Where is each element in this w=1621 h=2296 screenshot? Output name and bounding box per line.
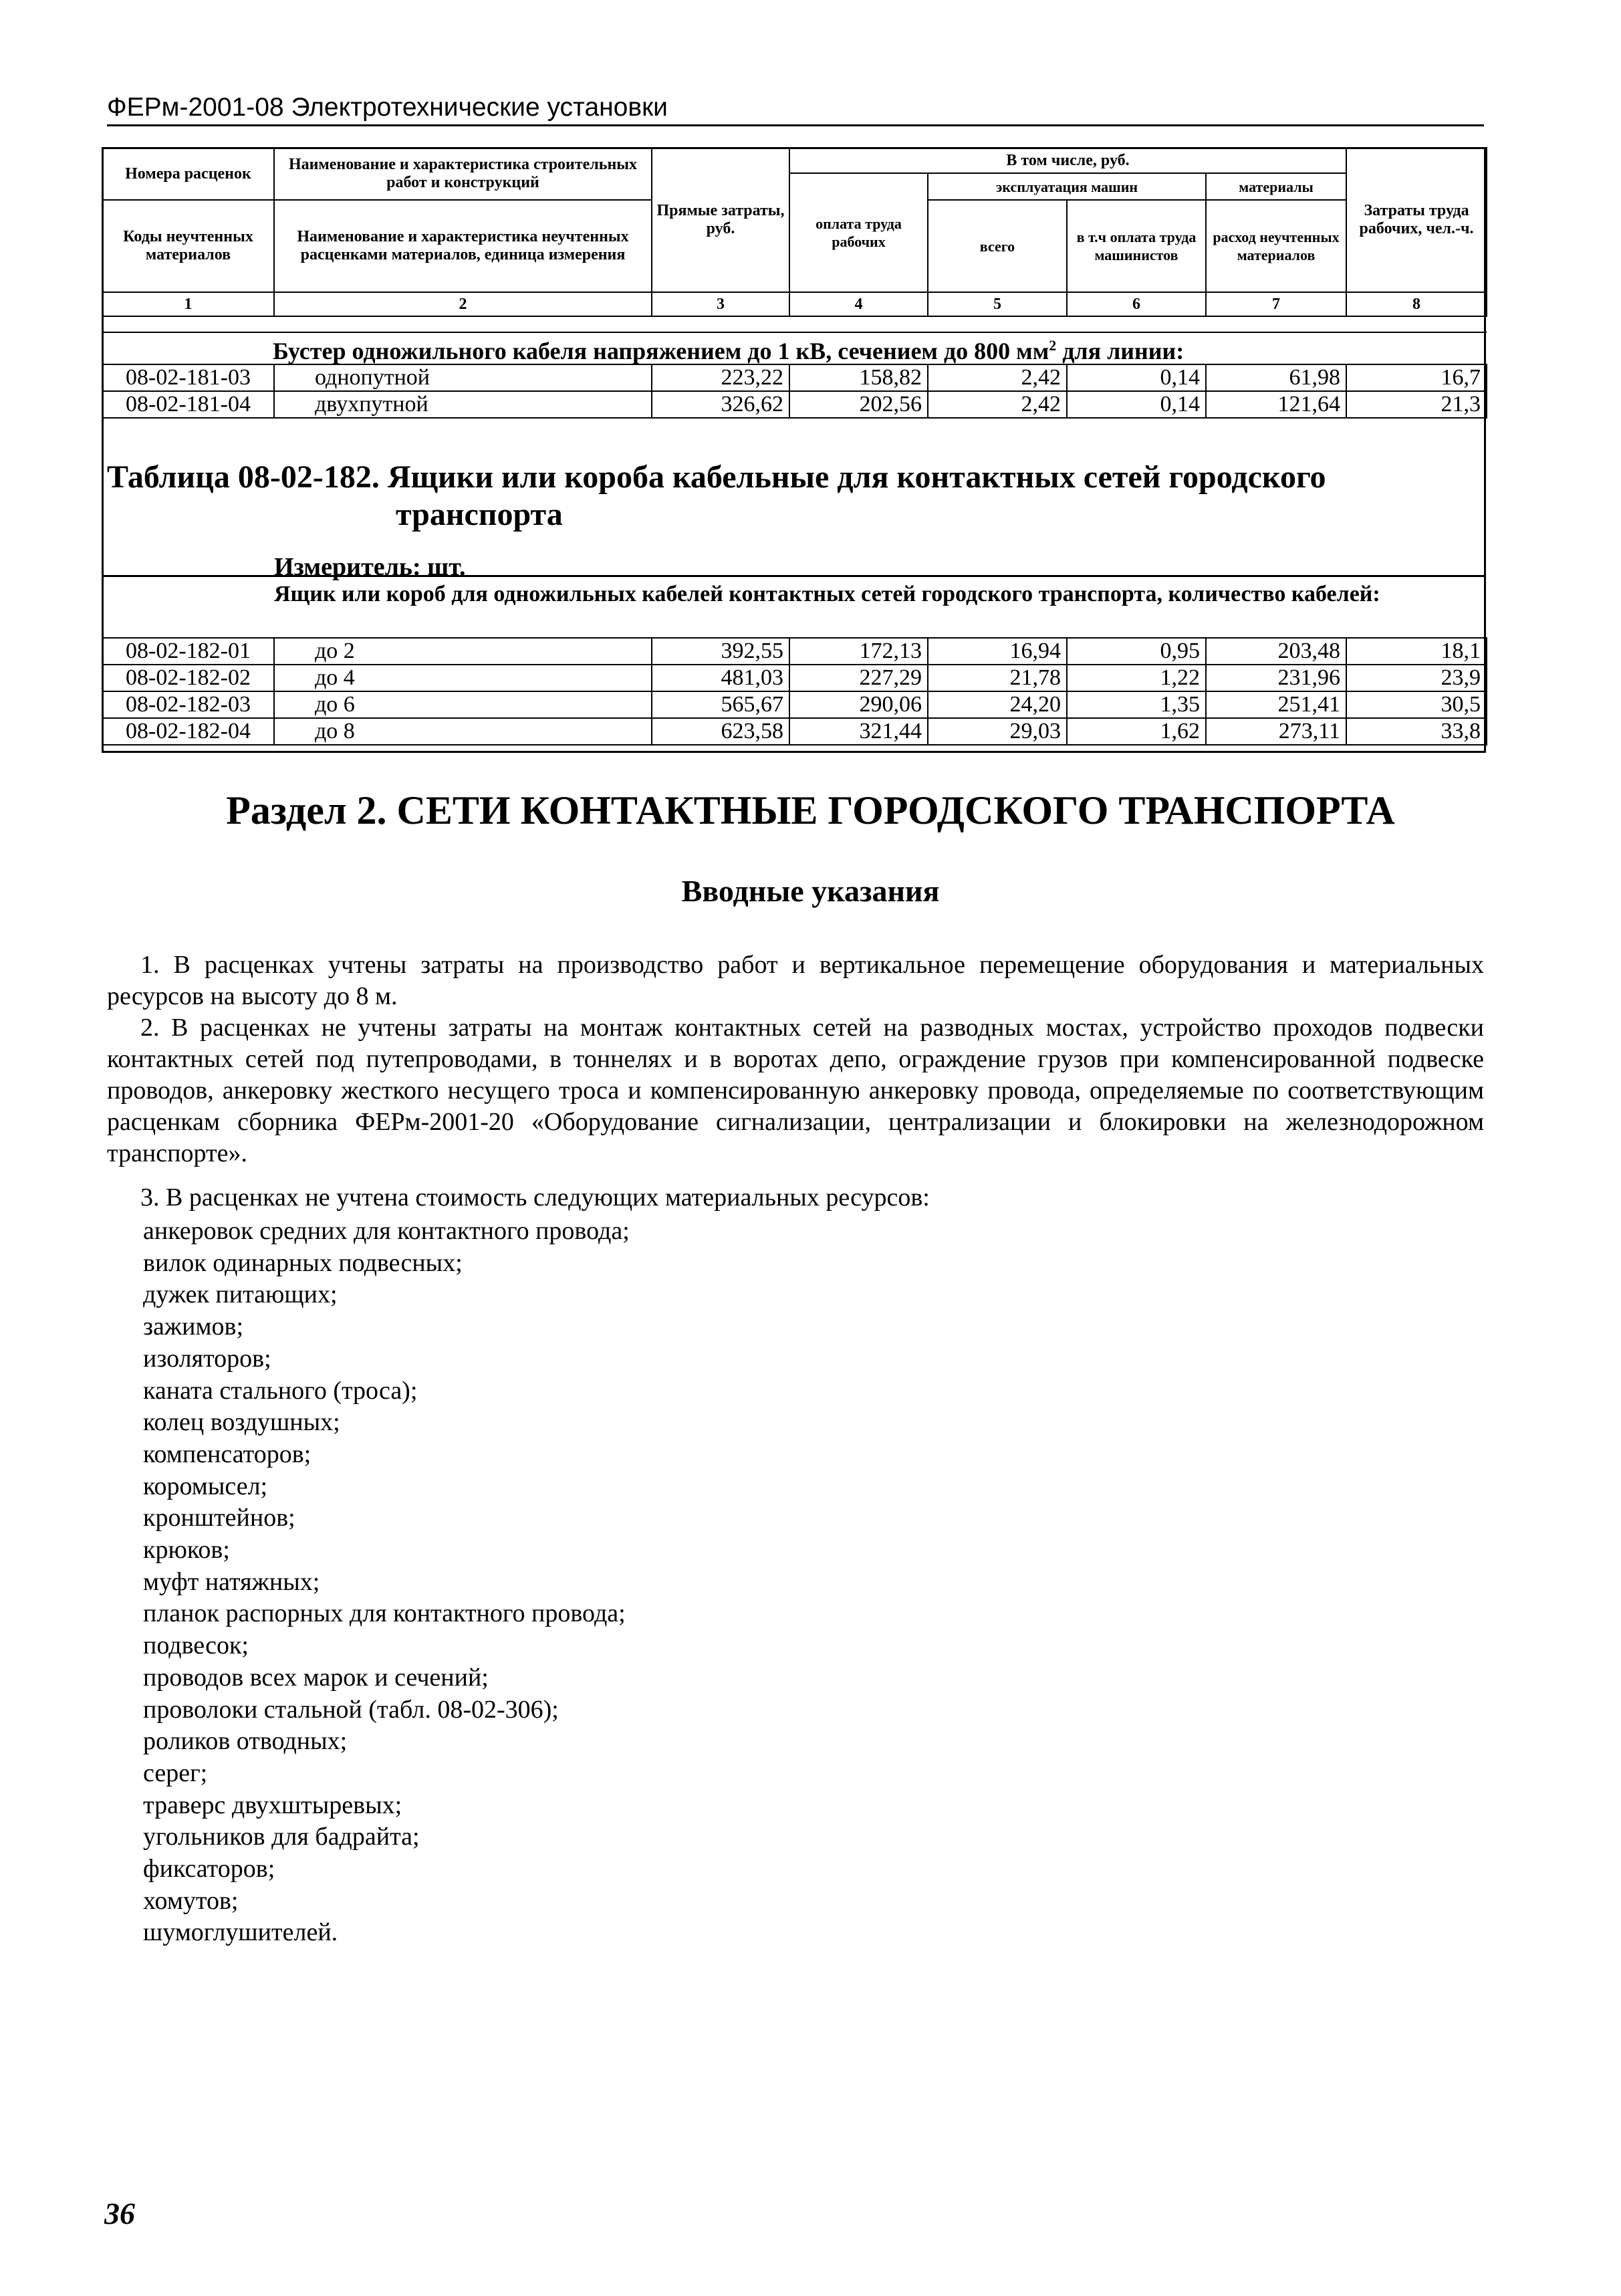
header-machines: эксплуатация машин — [928, 173, 1206, 200]
paragraph-2: 2. В расценках не учтены затраты на монтаж контактных сетей на разводных мостах, устройство проходов подвески контактных сетей под путепроводами, в тоннелях и в воротах депо, ограждение грузов при компенсированной подвеске проводов, анкеровку жесткого несущего троса и компенсированную анкеровку провода, определяемые по соответствующим расценкам сборника ФЕРм-2001-20 «Оборудование сигнализации, централизации и блокировки на железнодорожном транспорте». — [107, 1014, 1484, 1167]
machines-total: 21,78 — [928, 665, 1067, 691]
rate-name: до 8 — [274, 718, 652, 745]
table-title-line-1: Таблица 08-02-182. Ящики или короба кабельные для контактных сетей городского — [107, 459, 1326, 495]
list-item: муфт натяжных; — [143, 1567, 320, 1596]
header-labor-hours: Затраты труда рабочих, чел.-ч. — [1346, 148, 1487, 292]
table-row — [102, 691, 1487, 718]
list-item: дужек питающих; — [143, 1280, 338, 1309]
direct-costs: 326,62 — [652, 391, 789, 418]
machinists-pay: 1,62 — [1067, 718, 1206, 745]
machines-total: 16,94 — [928, 638, 1067, 665]
labor-pay: 158,82 — [789, 364, 928, 391]
header-materials-use: расход неучтенных материалов — [1206, 200, 1346, 292]
machinists-pay: 1,35 — [1067, 691, 1206, 718]
header-name-bottom: Наименование и характеристика неучтенных расценками материалов, единица измерения — [274, 200, 652, 292]
list-item: планок распорных для контактного провода; — [143, 1599, 626, 1628]
labor-pay: 172,13 — [789, 638, 928, 665]
running-header: ФЕРм-2001-08 Электротехнические установки — [107, 92, 1484, 126]
table-row — [102, 391, 1487, 418]
materials: 61,98 — [1206, 364, 1346, 391]
direct-costs: 481,03 — [652, 665, 789, 691]
header-codes-bottom: Коды неучтенных материалов — [102, 200, 274, 292]
rate-code: 08-02-182-03 — [102, 691, 274, 718]
machinists-pay: 0,14 — [1067, 391, 1206, 418]
list-item: зажимов; — [143, 1312, 244, 1341]
rate-code: 08-02-182-01 — [102, 638, 274, 665]
booster-title: Бустер одножильного кабеля напряжением до 1 кВ, сечением до 800 $мм^2$ для линии: — [102, 332, 1487, 364]
machines-total: 2,42 — [928, 364, 1067, 391]
materials: 251,41 — [1206, 691, 1346, 718]
col-number: 6 — [1067, 292, 1206, 316]
labor-hours: 30,5 — [1346, 691, 1487, 718]
table-182-title — [107, 459, 1444, 534]
header-group-label: В том числе, руб. — [789, 148, 1346, 173]
section-title: Раздел 2. СЕТИ КОНТАКТНЫЕ ГОРОДСКОГО ТРАНСПОРТА — [226, 788, 1395, 832]
machines-total: 24,20 — [928, 691, 1067, 718]
rate-name: до 4 — [274, 665, 652, 691]
list-item: кронштейнов; — [143, 1504, 295, 1532]
table-182-subtitle-row — [102, 575, 1486, 639]
col-number: 8 — [1346, 292, 1487, 316]
materials: 121,64 — [1206, 391, 1346, 418]
paragraph-1: 1. В расценках учтены затраты на производство работ и вертикальное перемещение оборудования и материальных ресурсов на высоту до 8 м. — [107, 951, 1484, 1010]
list-item: колец воздушных; — [143, 1408, 340, 1437]
labor-pay: 321,44 — [789, 718, 928, 745]
table-row — [102, 364, 1487, 391]
machines-total: 2,42 — [928, 391, 1067, 418]
intro-title: Вводные указания — [681, 874, 940, 908]
machines-total: 29,03 — [928, 718, 1067, 745]
table-row — [102, 638, 1487, 665]
list-item: фиксаторов; — [143, 1855, 275, 1883]
rate-code: 08-02-181-04 — [102, 391, 274, 418]
list-item: серег; — [143, 1758, 208, 1787]
rate-name: до 2 — [274, 638, 652, 665]
materials: 203,48 — [1206, 638, 1346, 665]
table-182-subtitle: Ящик или короб для одножильных кабелей контактных сетей городского транспорта, количество кабелей: — [274, 582, 1380, 606]
rate-code: 08-02-182-02 — [102, 665, 274, 691]
table-row — [102, 665, 1487, 691]
col-number: 3 — [652, 292, 789, 316]
list-item: анкеровок средних для контактного провода; — [143, 1217, 630, 1245]
labor-hours: 23,9 — [1346, 665, 1487, 691]
list-item: подвесок; — [143, 1631, 249, 1660]
header-materials: материалы — [1206, 173, 1346, 200]
table-row — [102, 718, 1487, 745]
list-item: хомутов; — [143, 1886, 239, 1915]
list-item: шумоглушителей. — [143, 1918, 338, 1947]
rate-name: двухпутной — [274, 391, 652, 418]
header-codes-top: Номера расценок — [102, 148, 274, 200]
direct-costs: 223,22 — [652, 364, 789, 391]
materials: 273,11 — [1206, 718, 1346, 745]
labor-pay: 202,56 — [789, 391, 928, 418]
rate-code: 08-02-181-03 — [102, 364, 274, 391]
col-number: 7 — [1206, 292, 1346, 316]
page-number: 36 — [104, 2196, 135, 2230]
labor-hours: 16,7 — [1346, 364, 1487, 391]
machinists-pay: 1,22 — [1067, 665, 1206, 691]
list-item: траверс двухштыревых; — [143, 1791, 402, 1819]
list-item: крюков; — [143, 1536, 230, 1565]
direct-costs: 623,58 — [652, 718, 789, 745]
labor-hours: 33,8 — [1346, 718, 1487, 745]
list-item: изоляторов; — [143, 1344, 271, 1373]
list-item: угольников для бадрайта; — [143, 1823, 420, 1851]
col-number: 2 — [274, 292, 652, 316]
table-title-line-2: транспорта — [396, 497, 563, 532]
header-direct-costs: Прямые затраты, руб. — [652, 148, 789, 292]
col-number: 5 — [928, 292, 1067, 316]
list-item: компенсаторов; — [143, 1440, 311, 1468]
list-item: вилок одинарных подвесных; — [143, 1248, 463, 1277]
materials-list — [143, 1216, 630, 1949]
col-number: 4 — [789, 292, 928, 316]
header-machines-total: всего — [928, 200, 1067, 292]
list-item: каната стального (троса); — [143, 1376, 418, 1405]
materials: 231,96 — [1206, 665, 1346, 691]
direct-costs: 565,67 — [652, 691, 789, 718]
col-number: 1 — [102, 292, 274, 316]
table-header — [102, 147, 1487, 317]
labor-pay: 290,06 — [789, 691, 928, 718]
booster-table — [102, 332, 1487, 419]
machinists-pay: 0,14 — [1067, 364, 1206, 391]
header-machinists-pay: в т.ч оплата труда машинистов — [1067, 200, 1206, 292]
rate-name: до 6 — [274, 691, 652, 718]
paragraph-3: 3. В расценках не учтена стоимость следующих материальных ресурсов: — [140, 1183, 930, 1212]
header-name-top: Наименование и характеристика строительных работ и конструкций — [274, 148, 652, 200]
machinists-pay: 0,95 — [1067, 638, 1206, 665]
list-item: проводов всех марок и сечений; — [143, 1663, 489, 1692]
list-item: коромысел; — [143, 1472, 268, 1500]
direct-costs: 392,55 — [652, 638, 789, 665]
labor-hours: 18,1 — [1346, 638, 1487, 665]
header-labor-pay: оплата труда рабочих — [789, 173, 928, 292]
labor-hours: 21,3 — [1346, 391, 1487, 418]
measure-unit: Измеритель: шт. — [274, 553, 466, 581]
rate-code: 08-02-182-04 — [102, 718, 274, 745]
table-182-rows — [102, 637, 1487, 745]
list-item: роликов отводных; — [143, 1727, 348, 1756]
list-item: проволоки стальной (табл. 08-02-306); — [143, 1695, 559, 1724]
labor-pay: 227,29 — [789, 665, 928, 691]
rate-name: однопутной — [274, 364, 652, 391]
